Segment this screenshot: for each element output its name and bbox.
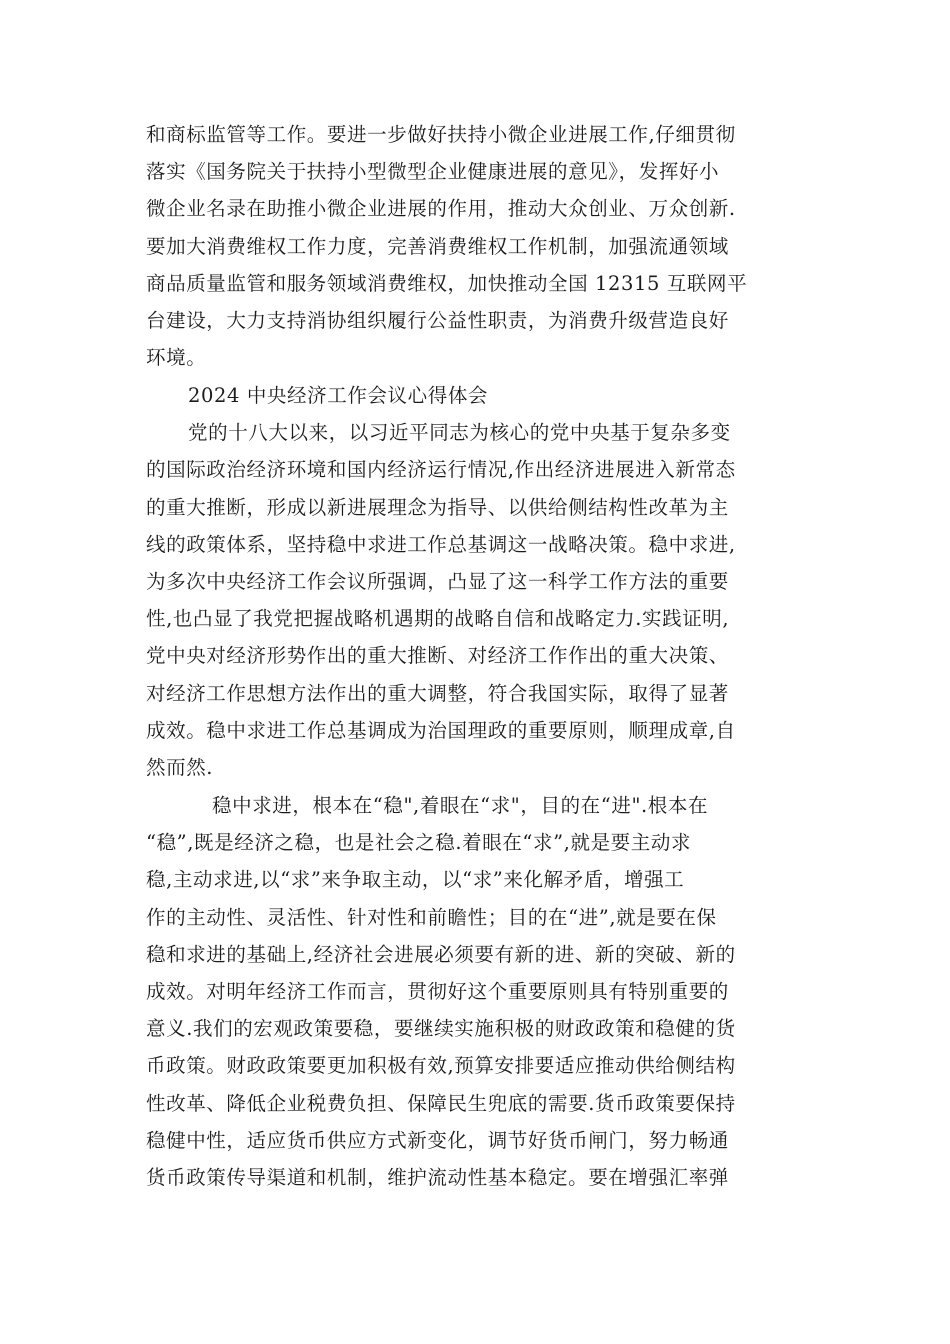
- text-line: 然而然.: [146, 755, 214, 779]
- text-line: “稳”,既是经济之稳，也是社会之稳.着眼在“求”,就是要主动求: [146, 831, 692, 855]
- text-line: 落实《国务院关于扶持小型微型企业健康进展的意见》，发挥好小: [146, 160, 720, 184]
- text-line: 的国际政治经济环境和国内经济运行情况,作出经济进展进入新常态: [146, 458, 736, 482]
- text-line: 稳,主动求进,以“求”来争取主动，以“求”来化解矛盾，增强工: [146, 868, 685, 892]
- text-line: 的重大推断，形成以新进展理念为指导、以供给侧结构性改革为主: [146, 495, 729, 519]
- text-line: 货币政策传导渠道和机制，维护流动性基本稳定。要在增强汇率弹: [146, 1165, 729, 1189]
- text-line: 商品质量监管和服务领域消费维权，加快推动全国 12315 互联网平: [146, 271, 748, 295]
- text-line: 对经济工作思想方法作出的重大调整，符合我国实际，取得了显著: [146, 681, 729, 705]
- text-line: 微企业名录在助推小微企业进展的作用，推动大众创业、万众创新.: [146, 197, 736, 221]
- text-line: 环境。: [146, 346, 207, 370]
- text-line: 党中央对经济形势作出的重大推断、对经济工作作出的重大决策、: [146, 644, 729, 668]
- section: [146, 377, 806, 786]
- text-line: 稳和求进的基础上,经济社会进展必须要有新的进、新的突破、新的: [146, 942, 736, 966]
- text-line: 线的政策体系，坚持稳中求进工作总基调这一战略决策。稳中求进,: [146, 532, 736, 556]
- text-line: 性,也凸显了我党把握战略机遇期的战略自信和战略定力.实践证明,: [146, 607, 730, 631]
- text-line: 意义.我们的宏观政策要稳，要继续实施积极的财政政策和稳健的货: [146, 1017, 736, 1041]
- text-line: 作的主动性、灵活性、针对性和前瞻性；目的在“进”,就是要在保: [146, 905, 717, 929]
- paragraph-continued: [146, 116, 806, 376]
- text-line: 台建设，大力支持消协组织履行公益性职责，为消费升级营造良好: [146, 308, 729, 332]
- text-line: 性改革、降低企业税费负担、保障民生兜底的需要.货币政策要保持: [146, 1091, 736, 1115]
- text-line: 成效。对明年经济工作而言，贯彻好这个重要原则具有特别重要的: [146, 979, 729, 1003]
- text-line: 稳中求进，根本在“稳",着眼在“求"，目的在“进".根本在: [212, 794, 709, 817]
- text-line: 党的十八大以来，以习近平同志为核心的党中央基于复杂多变: [188, 421, 731, 445]
- paragraph: [146, 787, 806, 1196]
- text-line: 要加大消费维权工作力度，完善消费维权工作机制，加强流通领域: [146, 234, 729, 258]
- text-line: 稳健中性，适应货币供应方式新变化，调节好货币闸门，努力畅通: [146, 1128, 729, 1152]
- text-line: 成效。稳中求进工作总基调成为治国理政的重要原则，顺理成章,自: [146, 718, 736, 742]
- section-title: 2024 中央经济工作会议心得体会: [188, 384, 489, 407]
- text-line: 和商标监管等工作。要进一步做好扶持小微企业进展工作,仔细贯彻: [146, 123, 736, 146]
- text-line: 为多次中央经济工作会议所强调，凸显了这一科学工作方法的重要: [146, 569, 729, 593]
- text-line: 币政策。财政政策要更加积极有效,预算安排要适应推动供给侧结构: [146, 1054, 736, 1078]
